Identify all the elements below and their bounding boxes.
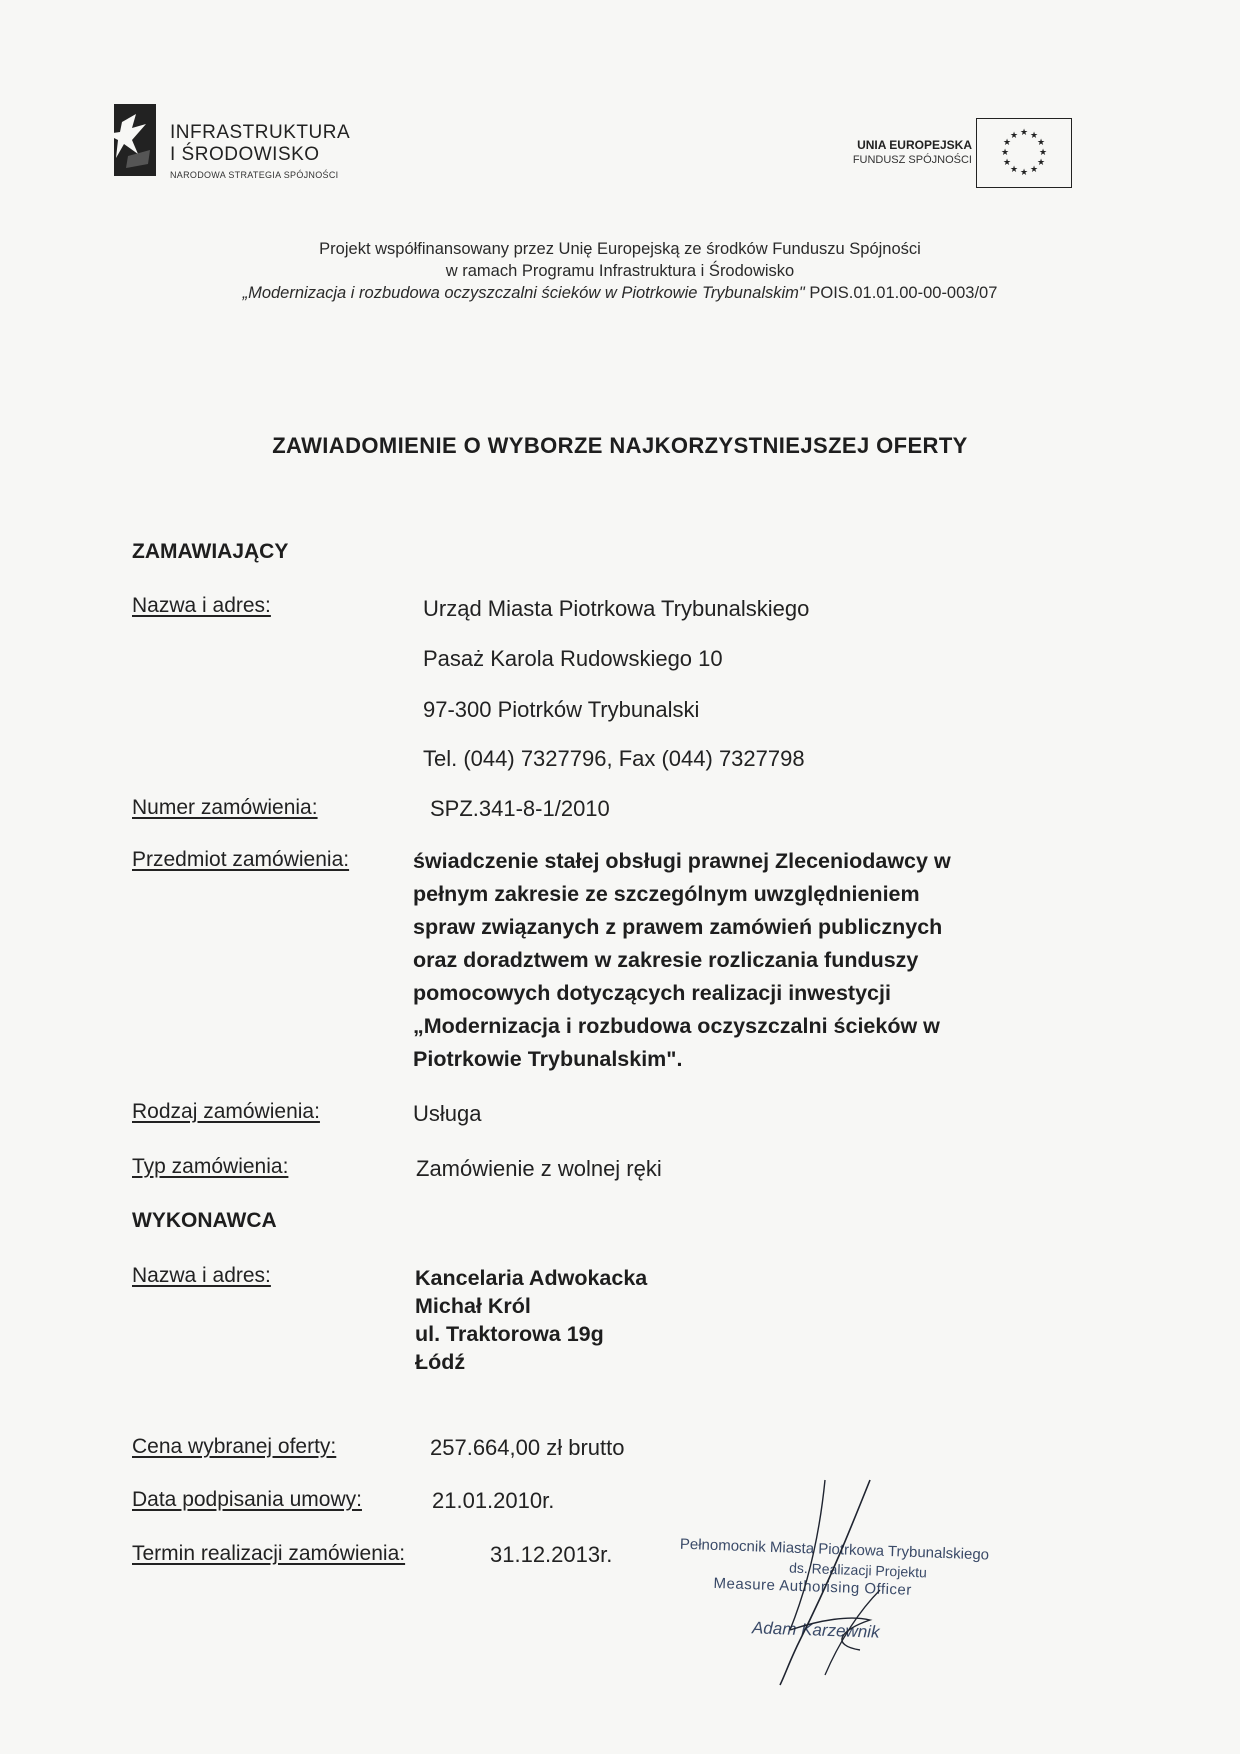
eu-flag-icon: [976, 118, 1072, 188]
svg-text:★: ★: [1029, 131, 1039, 141]
svg-text:★: ★: [1019, 128, 1029, 138]
contractor-line: Łódź: [415, 1350, 466, 1374]
deadline-date: 31.12.2013r.: [490, 1542, 613, 1567]
svg-text:★: ★: [1029, 165, 1039, 175]
project-line1: Projekt współfinansowany przez Unię Europejską ze środków Funduszu Spójności: [319, 240, 921, 258]
svg-text:★: ★: [1002, 158, 1012, 168]
eu-line2: FUNDUSZ SPÓJNOŚCI: [852, 154, 972, 166]
infrastruktura-emblem-icon: [102, 100, 158, 180]
handwritten-signature: [730, 1470, 930, 1690]
eu-logo: [820, 118, 1075, 188]
signing-date: 21.01.2010r.: [432, 1488, 555, 1513]
contracting-authority-heading: ZAMAWIAJĄCY: [132, 540, 289, 563]
signing-date-label: Data podpisania umowy:: [132, 1488, 362, 1511]
subject-text: [413, 845, 951, 1076]
contractor-line: Michał Król: [415, 1294, 531, 1318]
project-line2: w ramach Programu Infrastruktura i Środowisko: [445, 262, 795, 280]
authority-address-line2: Pasaż Karola Rudowskiego 10: [423, 646, 723, 671]
subject-line: pełnym zakresie ze szczególnym uwzględnieniem: [413, 882, 920, 906]
svg-text:★: ★: [1036, 138, 1046, 148]
order-type: Zamówienie z wolnej ręki: [416, 1156, 662, 1181]
stamp-line2: ds. Realizacji Projektu: [788, 1559, 928, 1581]
price-label: Cena wybranej oferty:: [132, 1435, 337, 1458]
project-line3: [120, 282, 1120, 304]
subject-line: „Modernizacja i rozbudowa oczyszczalni ścieków w: [413, 1014, 940, 1038]
order-kind-label: Rodzaj zamówienia:: [132, 1100, 320, 1123]
subject-line: pomocowych dotyczących realizacji inwestycji: [413, 981, 891, 1005]
contractor-line: Kancelaria Adwokacka: [415, 1266, 648, 1290]
document-title: ZAWIADOMIENIE O WYBORZE NAJKORZYSTNIEJSZEJ OFERTY: [272, 433, 968, 458]
authority-address-line4: Tel. (044) 7327796, Fax (044) 7327798: [423, 746, 805, 771]
subject-line: oraz doradztwem w zakresie rozliczania funduszy: [413, 948, 919, 972]
svg-text:★: ★: [1000, 148, 1010, 158]
project-code: POIS.01.01.00-00-003/07: [804, 284, 998, 302]
order-number: SPZ.341-8-1/2010: [430, 796, 610, 821]
order-type-label: Typ zamówienia:: [132, 1155, 289, 1178]
logo-line1: INFRASTRUKTURA: [170, 122, 351, 143]
order-kind: Usługa: [413, 1101, 482, 1126]
infrastruktura-logo: [102, 100, 382, 190]
svg-text:★: ★: [1019, 168, 1029, 178]
svg-text:★: ★: [1002, 138, 1012, 148]
svg-text:★: ★: [1036, 158, 1046, 168]
subject-label: Przedmiot zamówienia:: [132, 848, 350, 871]
subject-line: Piotrkowie Trybunalskim".: [413, 1047, 683, 1071]
deadline-label: Termin realizacji zamówienia:: [132, 1542, 406, 1565]
subject-line: spraw związanych z prawem zamówień publicznych: [413, 915, 943, 939]
subject-line: świadczenie stałej obsługi prawnej Zleceniodawcy w: [413, 849, 951, 873]
authority-address-line1: Urząd Miasta Piotrkowa Trybunalskiego: [423, 596, 810, 621]
authority-address-line3: 97-300 Piotrków Trybunalski: [423, 697, 700, 722]
contractor-address: [415, 1264, 647, 1376]
project-description: [120, 238, 1120, 304]
contractor-name-label: Nazwa i adres:: [132, 1264, 271, 1287]
logo-line2: I ŚRODOWISKO: [170, 144, 320, 165]
authority-name-label: Nazwa i adres:: [132, 594, 271, 617]
contractor-heading: WYKONAWCA: [132, 1209, 277, 1232]
stamp-line3: Measure Authorising Officer: [713, 1574, 913, 1599]
svg-text:★: ★: [1009, 131, 1019, 141]
stamp-line4: Adam Karzewnik: [751, 1618, 880, 1642]
eu-line1: UNIA EUROPEJSKA: [857, 138, 972, 152]
stamp-line1: Pełnomocnik Miasta Piotrkowa Trybunalskiego: [679, 1535, 990, 1564]
contractor-line: ul. Traktorowa 19g: [415, 1322, 604, 1346]
svg-text:★: ★: [1009, 165, 1019, 175]
svg-text:★: ★: [1038, 148, 1048, 158]
order-number-label: Numer zamówienia:: [132, 796, 318, 819]
offer-price: 257.664,00 zł brutto: [430, 1435, 625, 1460]
project-name: „Modernizacja i rozbudowa oczyszczalni ścieków w Piotrkowie Trybunalskim": [242, 284, 805, 302]
logo-line3: NARODOWA STRATEGIA SPÓJNOŚCI: [170, 170, 339, 180]
